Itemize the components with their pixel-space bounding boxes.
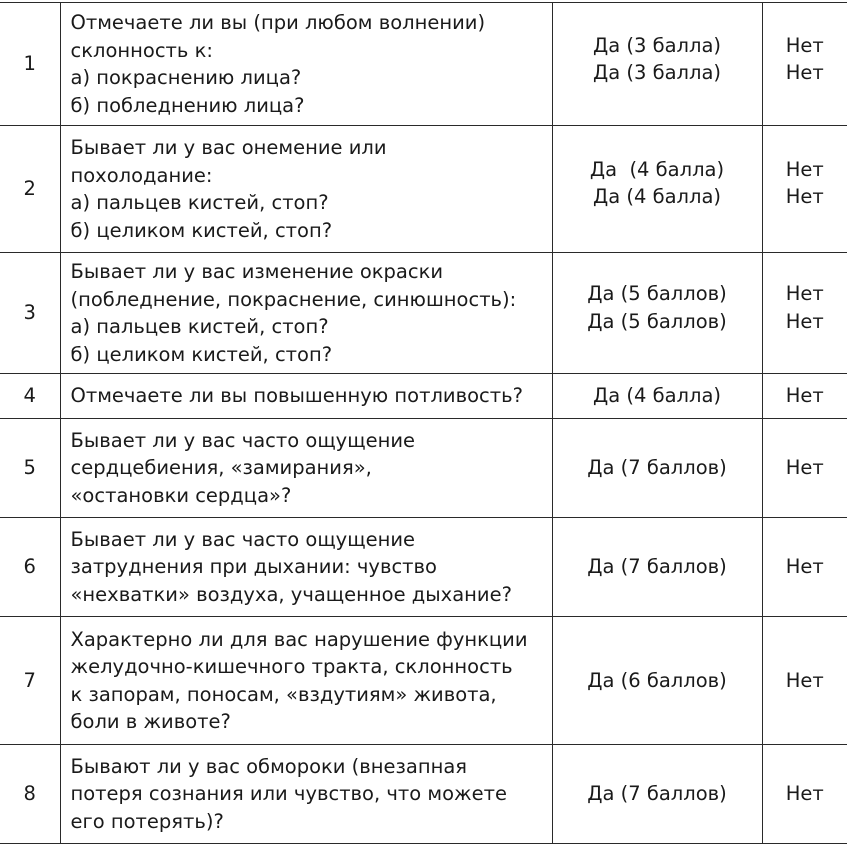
question-line: сердцебиения, «замирания», xyxy=(71,454,548,482)
no-answer: Нет xyxy=(762,617,847,745)
question-number: 2 xyxy=(0,126,60,253)
question-line: затруднения при дыхании: чувство xyxy=(71,553,548,581)
table-row xyxy=(0,745,847,844)
no-answer: Нет xyxy=(763,183,847,211)
question-line: Бывает ли у вас часто ощущение xyxy=(71,526,548,554)
question-line: «остановки сердца»? xyxy=(71,482,548,510)
yes-answer: Да (6 баллов) xyxy=(552,617,762,745)
questionnaire-table xyxy=(0,2,847,844)
yes-answer: Да (7 баллов) xyxy=(552,745,762,844)
question-line: Бывает ли у вас часто ощущение xyxy=(71,427,548,455)
no-answer: Нет xyxy=(762,745,847,844)
question-line: боли в животе? xyxy=(71,708,548,736)
yes-answer: Да (7 баллов) xyxy=(552,419,762,518)
question-number: 5 xyxy=(0,419,60,518)
question-line: б) побледнению лица? xyxy=(71,92,548,120)
question-text xyxy=(60,3,552,126)
yes-answer: Да (7 баллов) xyxy=(552,518,762,617)
question-line: Отмечаете ли вы (при любом волнении) xyxy=(71,9,548,37)
no-answer: Нет xyxy=(763,308,847,336)
question-text xyxy=(60,518,552,617)
question-number: 6 xyxy=(0,518,60,617)
question-line: б) целиком кистей, стоп? xyxy=(71,217,548,245)
table-row xyxy=(0,126,847,253)
question-line: Характерно ли для вас нарушение функции xyxy=(71,626,548,654)
table-row xyxy=(0,617,847,745)
no-answer: Нет xyxy=(762,419,847,518)
question-line: Бывает ли у вас онемение или xyxy=(71,134,548,162)
no-answer-cell xyxy=(762,253,847,374)
yes-answer: Да (5 баллов) xyxy=(553,280,762,308)
question-number: 1 xyxy=(0,3,60,126)
question-text xyxy=(60,745,552,844)
table-row xyxy=(0,518,847,617)
no-answer: Нет xyxy=(762,518,847,617)
question-line: Бывает ли у вас изменение окраски xyxy=(71,258,548,286)
no-answer-cell xyxy=(762,3,847,126)
yes-answer-cell xyxy=(552,126,762,253)
yes-answer: Да (4 балла) xyxy=(552,374,762,419)
yes-answer: Да (4 балла) xyxy=(553,183,762,211)
question-line: потеря сознания или чувство, что можете xyxy=(71,780,548,808)
no-answer: Нет xyxy=(763,59,847,87)
question-text xyxy=(60,253,552,374)
no-answer: Нет xyxy=(763,32,847,60)
question-line: (побледнение, покраснение, синюшность): xyxy=(71,286,548,314)
yes-answer: Да (3 балла) xyxy=(553,32,762,60)
question-line: склонность к: xyxy=(71,37,548,65)
no-answer: Нет xyxy=(763,156,847,184)
yes-answer: Да (3 балла) xyxy=(553,59,762,87)
question-line: Бывают ли у вас обмороки (внезапная xyxy=(71,753,548,781)
yes-answer: Да (4 балла) xyxy=(553,156,762,184)
question-number: 4 xyxy=(0,374,60,419)
table-row xyxy=(0,253,847,374)
question-text xyxy=(60,374,552,419)
yes-answer-cell xyxy=(552,3,762,126)
table-row xyxy=(0,419,847,518)
question-line: «нехватки» воздуха, учащенное дыхание? xyxy=(71,581,548,609)
question-text xyxy=(60,617,552,745)
no-answer: Нет xyxy=(763,280,847,308)
yes-answer: Да (5 баллов) xyxy=(553,308,762,336)
question-number: 3 xyxy=(0,253,60,374)
question-number: 8 xyxy=(0,745,60,844)
table-row xyxy=(0,3,847,126)
question-line: к запорам, поносам, «вздутиям» живота, xyxy=(71,681,548,709)
question-line: а) пальцев кистей, стоп? xyxy=(71,313,548,341)
question-text xyxy=(60,126,552,253)
question-number: 7 xyxy=(0,617,60,745)
no-answer-cell xyxy=(762,126,847,253)
question-line: а) покраснению лица? xyxy=(71,64,548,92)
question-line: похолодание: xyxy=(71,162,548,190)
question-line: его потерять)? xyxy=(71,808,548,836)
no-answer: Нет xyxy=(762,374,847,419)
question-line: желудочно-кишечного тракта, склонность xyxy=(71,653,548,681)
yes-answer-cell xyxy=(552,253,762,374)
question-line: а) пальцев кистей, стоп? xyxy=(71,189,548,217)
table-row xyxy=(0,374,847,419)
question-line: б) целиком кистей, стоп? xyxy=(71,341,548,369)
question-text xyxy=(60,419,552,518)
question-line: Отмечаете ли вы повышенную потливость? xyxy=(71,382,548,410)
